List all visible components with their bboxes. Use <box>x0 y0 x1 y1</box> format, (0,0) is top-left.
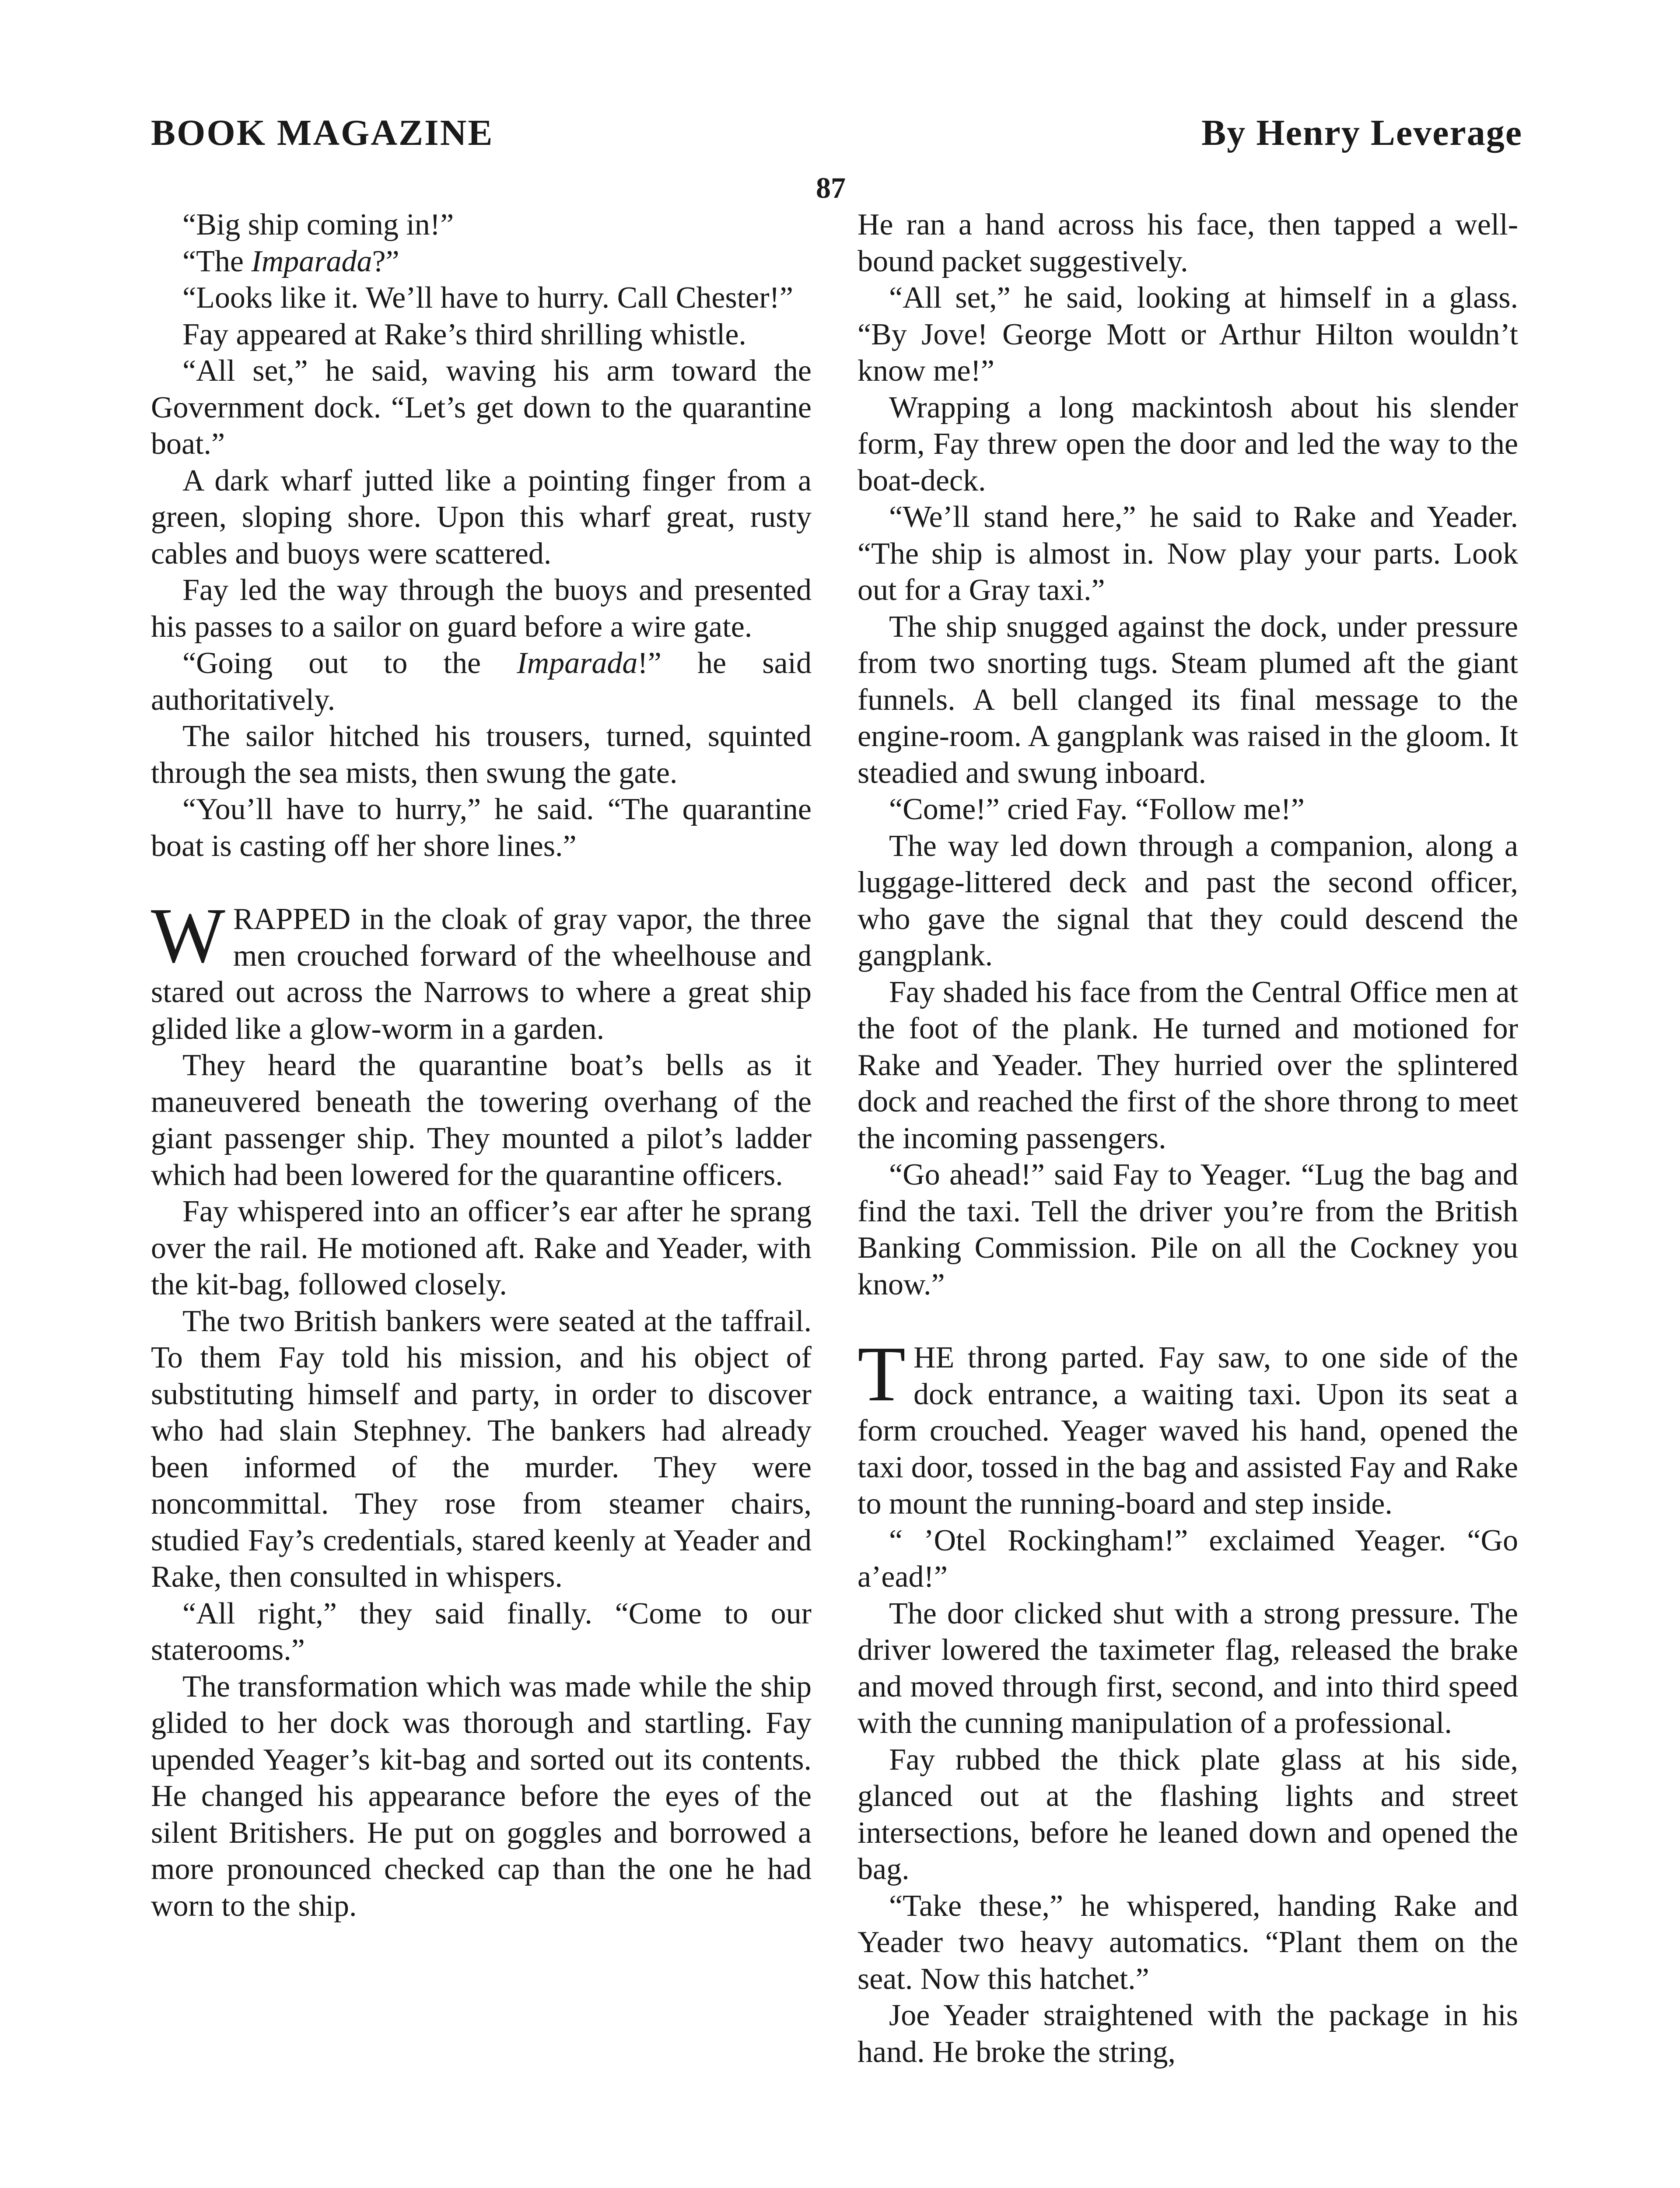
paragraph: Joe Yeader straightened with the package in his hand. He broke the string, <box>858 1999 1518 2069</box>
drop-cap: T <box>858 1330 906 1417</box>
paragraph: “Going out to the Imparada!” he said authoritatively. <box>151 646 812 717</box>
opening-text: HE throng parted. Fay saw, to one side of the dock entrance, a waiting taxi. Upon its seat a form crouched. Yeager waved his hand, opened the taxi door, tossed in the bag and assisted Fay and Rake to mount the running-board and step inside. <box>858 1341 1518 1521</box>
paragraph: “Big ship coming in!” <box>182 208 454 242</box>
paragraph: Wrapping a long mackintosh about his slender form, Fay threw open the door and led the way to the boat-deck. <box>858 390 1518 498</box>
author-byline: By Henry Leverage <box>1201 112 1522 153</box>
right-section-1 <box>858 207 1518 1303</box>
paragraph: Fay rubbed the thick plate glass at his side, glanced out at the flashing lights and street intersections, before he leaned down and opened the bag. <box>858 1743 1518 1886</box>
paragraph: “ ’Otel Rockingham!” exclaimed Yeager. “Go a’ead!” <box>858 1523 1518 1594</box>
paragraph: “Take these,” he whispered, handing Rake and Yeader two heavy automatics. “Plant them on the seat. Now this hatchet.” <box>858 1889 1518 1996</box>
paragraph: The two British bankers were seated at the taffrail. To them Fay told his mission, and his object of substituting himself and party, in order to discover who had slain Stephney. The bankers had already been informed of the murder. They were noncommittal. They rose from steamer chairs, studied Fay’s credentials, stared keenly at Yeader and Rake, then consulted in whispers. <box>151 1304 812 1594</box>
paragraph: The transformation which was made while the ship glided to her dock was thorough and startling. Fay upended Yeager’s kit-bag and sorted out its contents. He changed his appearance before the eyes of the silent Britishers. He put on goggles and borrowed a more pronounced checked cap than the one he had worn to the ship. <box>151 1669 812 1923</box>
paragraph: Fay led the way through the buoys and presented his passes to a sailor on guard before a wire gate. <box>151 573 812 644</box>
opening-text: RAPPED in the cloak of gray vapor, the three men crouched forward of the wheelhouse and stared out across the Narrows to where a great ship glided like a glow-worm in a garden. <box>151 902 812 1046</box>
paragraph: “Come!” cried Fay. “Follow me!” <box>889 792 1305 826</box>
paragraph: “All set,” he said, looking at himself in a glass. “By Jove! George Mott or Arthur Hilton wouldn’t know me!” <box>858 281 1518 388</box>
paragraph: The ship snugged against the dock, under pressure from two snorting tugs. Steam plumed aft the giant funnels. A bell clanged its final message to the engine-room. A gangplank was raised in the gloom. It steadied and swung inboard. <box>858 610 1518 790</box>
page-number: 87 <box>816 171 846 204</box>
section-opening-paragraph <box>858 1330 1518 1522</box>
left-section-1 <box>151 207 812 864</box>
paragraph: “We’ll stand here,” he said to Rake and Yeader. “The ship is almost in. Now play your parts. Look out for a Gray taxi.” <box>858 500 1518 607</box>
continued-paragraph: He ran a hand across his face, then tapped a well-bound packet suggestively. <box>858 208 1518 278</box>
magazine-title: BOOK MAGAZINE <box>151 112 494 153</box>
right-column <box>858 207 1518 2070</box>
paragraph: Fay appeared at Rake’s third shrilling whistle. <box>182 317 746 351</box>
left-column <box>151 207 812 1924</box>
paragraph: “All right,” they said finally. “Come to our staterooms.” <box>151 1596 812 1667</box>
paragraph: The way led down through a companion, along a luggage-littered deck and past the second officer, who gave the signal that they could descend the gangplank. <box>858 829 1518 972</box>
section-opening-paragraph <box>151 892 812 1047</box>
paragraph: “Go ahead!” said Fay to Yeager. “Lug the bag and find the taxi. Tell the driver you’re from the British Banking Commission. Pile on all the Cockney you know.” <box>858 1158 1518 1301</box>
paragraph: “The Imparada?” <box>182 244 399 278</box>
paragraph: Fay shaded his face from the Central Office men at the foot of the plank. He turned and motioned for Rake and Yeader. They hurried over the splintered dock and reached the first of the shore throng to meet the incoming passengers. <box>858 975 1518 1155</box>
paragraph: Fay whispered into an officer’s ear after he sprang over the rail. He motioned aft. Rake and Yeader, with the kit-bag, followed closely. <box>151 1195 812 1301</box>
right-section-2 <box>858 1330 1518 2070</box>
paragraph: A dark wharf jutted like a pointing finger from a green, sloping shore. Upon this wharf great, rusty cables and buoys were scattered. <box>151 463 812 571</box>
left-section-2 <box>151 892 812 1924</box>
paragraph: The door clicked shut with a strong pressure. The driver lowered the taximeter flag, released the brake and moved through first, second, and into third speed with the cunning manipulation of a professional. <box>858 1596 1518 1740</box>
paragraph: “You’ll have to hurry,” he said. “The quarantine boat is casting off her shore lines.” <box>151 792 812 863</box>
paragraph: “Looks like it. We’ll have to hurry. Call Chester!” <box>182 281 793 315</box>
paragraph: “All set,” he said, waving his arm toward the Government dock. “Let’s get down to the quarantine boat.” <box>151 354 812 461</box>
drop-cap: W <box>151 892 225 979</box>
paragraph: They heard the quarantine boat’s bells as it maneuvered beneath the towering overhang of the giant passenger ship. They mounted a pilot’s ladder which had been lowered for the quarantine officers. <box>151 1048 812 1192</box>
paragraph: The sailor hitched his trousers, turned, squinted through the sea mists, then swung the gate. <box>151 719 812 790</box>
